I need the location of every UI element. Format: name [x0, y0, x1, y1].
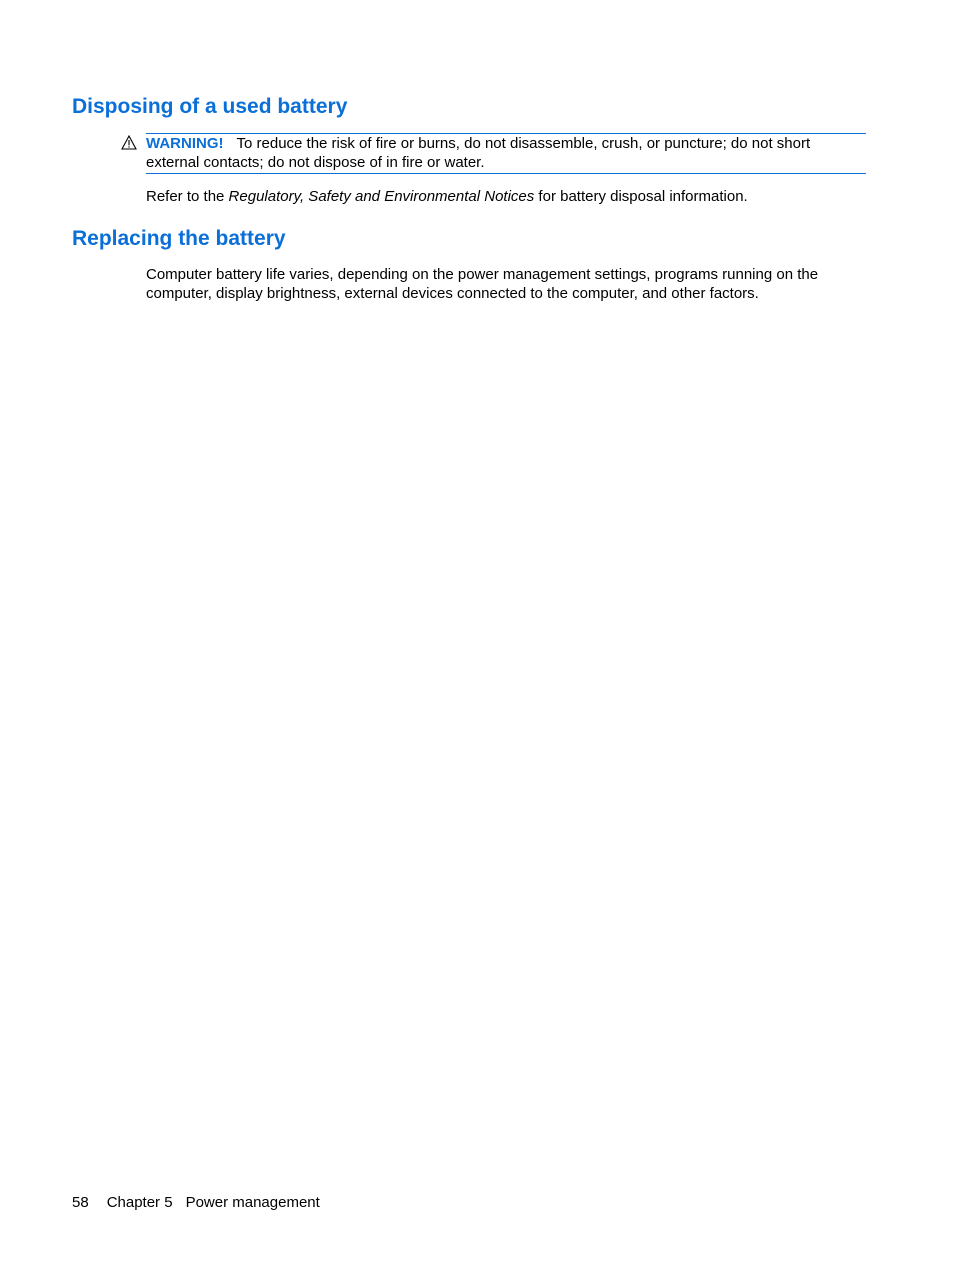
warning-triangle-icon [121, 135, 137, 150]
disposal-paragraph [146, 187, 868, 206]
footer-chapter: Chapter 5 [106, 1194, 173, 1211]
warning-message: To reduce the risk of fire or burns, do not disassemble, crush, or puncture; do not short external contacts; do not dispose of in fire or water. [146, 135, 811, 171]
warning-text-block [146, 134, 866, 172]
section-heading-disposing: Disposing of a used battery [72, 95, 348, 118]
page-number: 58 [72, 1194, 89, 1211]
page-footer [72, 1193, 320, 1212]
disposal-text-before: Refer to the [146, 188, 229, 205]
section-heading-replacing: Replacing the battery [72, 227, 286, 250]
warning-label: WARNING! [146, 135, 224, 152]
notices-document-title: Regulatory, Safety and Environmental Notices [228, 188, 535, 205]
footer-chapter-title: Power management [185, 1194, 320, 1211]
disposal-text-after: for battery disposal information. [534, 188, 748, 205]
warning-notice [146, 133, 866, 174]
battery-life-paragraph: Computer battery life varies, depending on the power management settings, programs running on the computer, display brightness, external devices connected to the computer, and other factors. [146, 266, 819, 302]
